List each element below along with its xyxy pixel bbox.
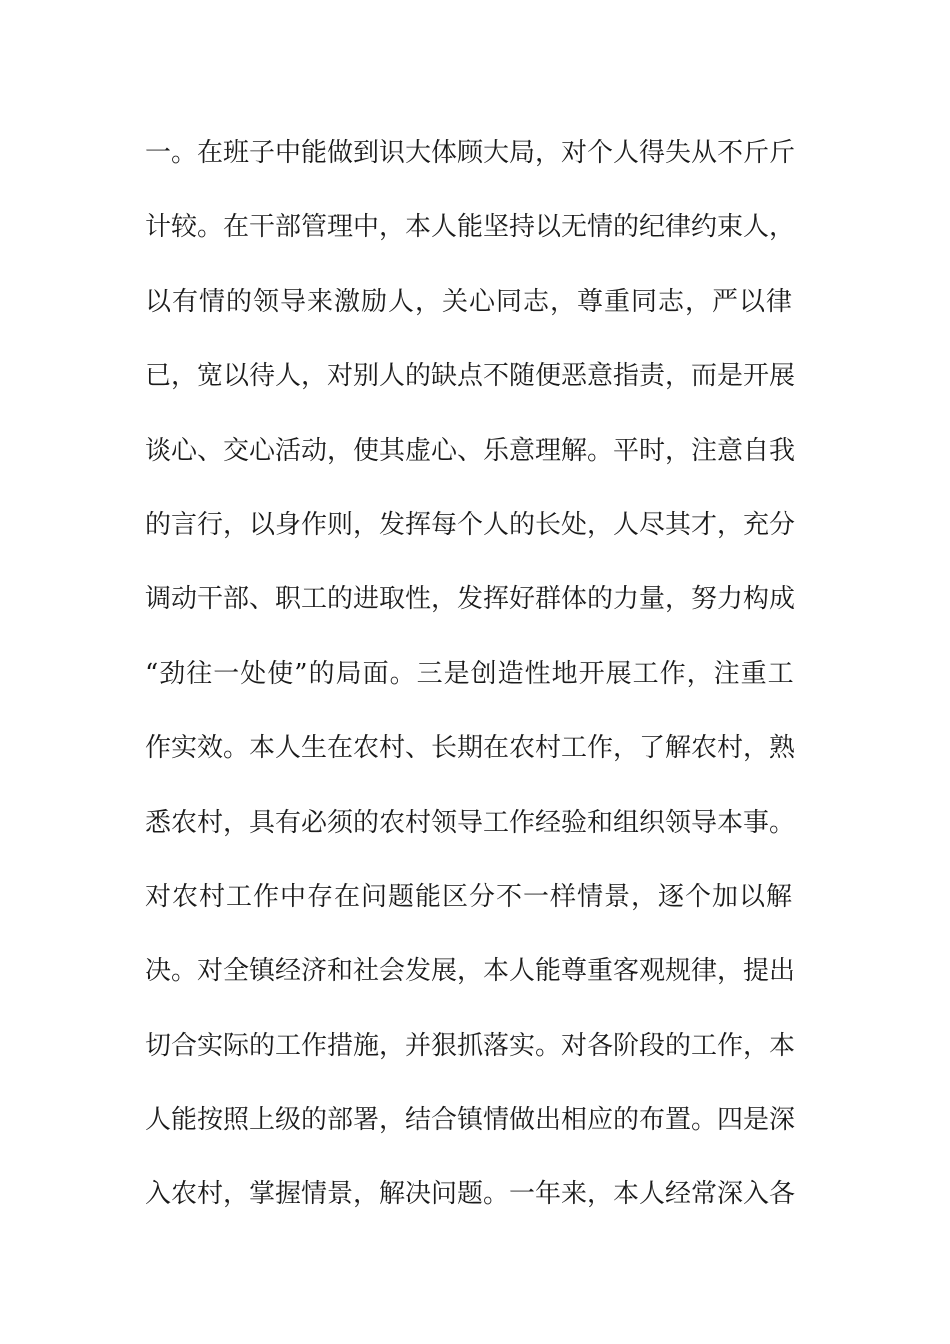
body-paragraph: [145, 128, 795, 1244]
text-line: 的言行，以身作则，发挥每个人的长处，人尽其才，充分: [145, 509, 796, 540]
text-line: 已，宽以待人，对别人的缺点不随便恶意指责，而是开展: [145, 361, 796, 392]
text-line: “劲往一处使”的局面。三是创造性地开展工作，注重工: [145, 658, 795, 689]
text-line: 谈心、交心活动，使其虚心、乐意理解。平时，注意自我: [145, 435, 796, 466]
text-line: 调动干部、职工的进取性，发挥好群体的力量，努力构成: [145, 584, 796, 615]
text-line: 作实效。本人生在农村、长期在农村工作，了解农村，熟: [145, 733, 796, 764]
text-line: 入农村，掌握情景，解决问题。一年来，本人经常深入各: [145, 1179, 796, 1210]
text-line: 以有情的领导来激励人，关心同志，尊重同志，严以律: [145, 286, 794, 317]
text-line: 对农村工作中存在问题能区分不一样情景，逐个加以解: [145, 881, 794, 912]
text-line: 决。对全镇经济和社会发展，本人能尊重客观规律，提出: [145, 956, 796, 987]
text-line: 计较。在干部管理中，本人能坚持以无情的纪律约束人，: [145, 212, 796, 243]
text-line: 人能按照上级的部署，结合镇情做出相应的布置。四是深: [145, 1105, 796, 1136]
text-line: 切合实际的工作措施，并狠抓落实。对各阶段的工作，本: [145, 1030, 796, 1061]
text-line: 悉农村，具有必须的农村领导工作经验和组织领导本事。: [145, 807, 796, 838]
text-line: 一。在班子中能做到识大体顾大局，对个人得失从不斤斤: [145, 138, 796, 168]
